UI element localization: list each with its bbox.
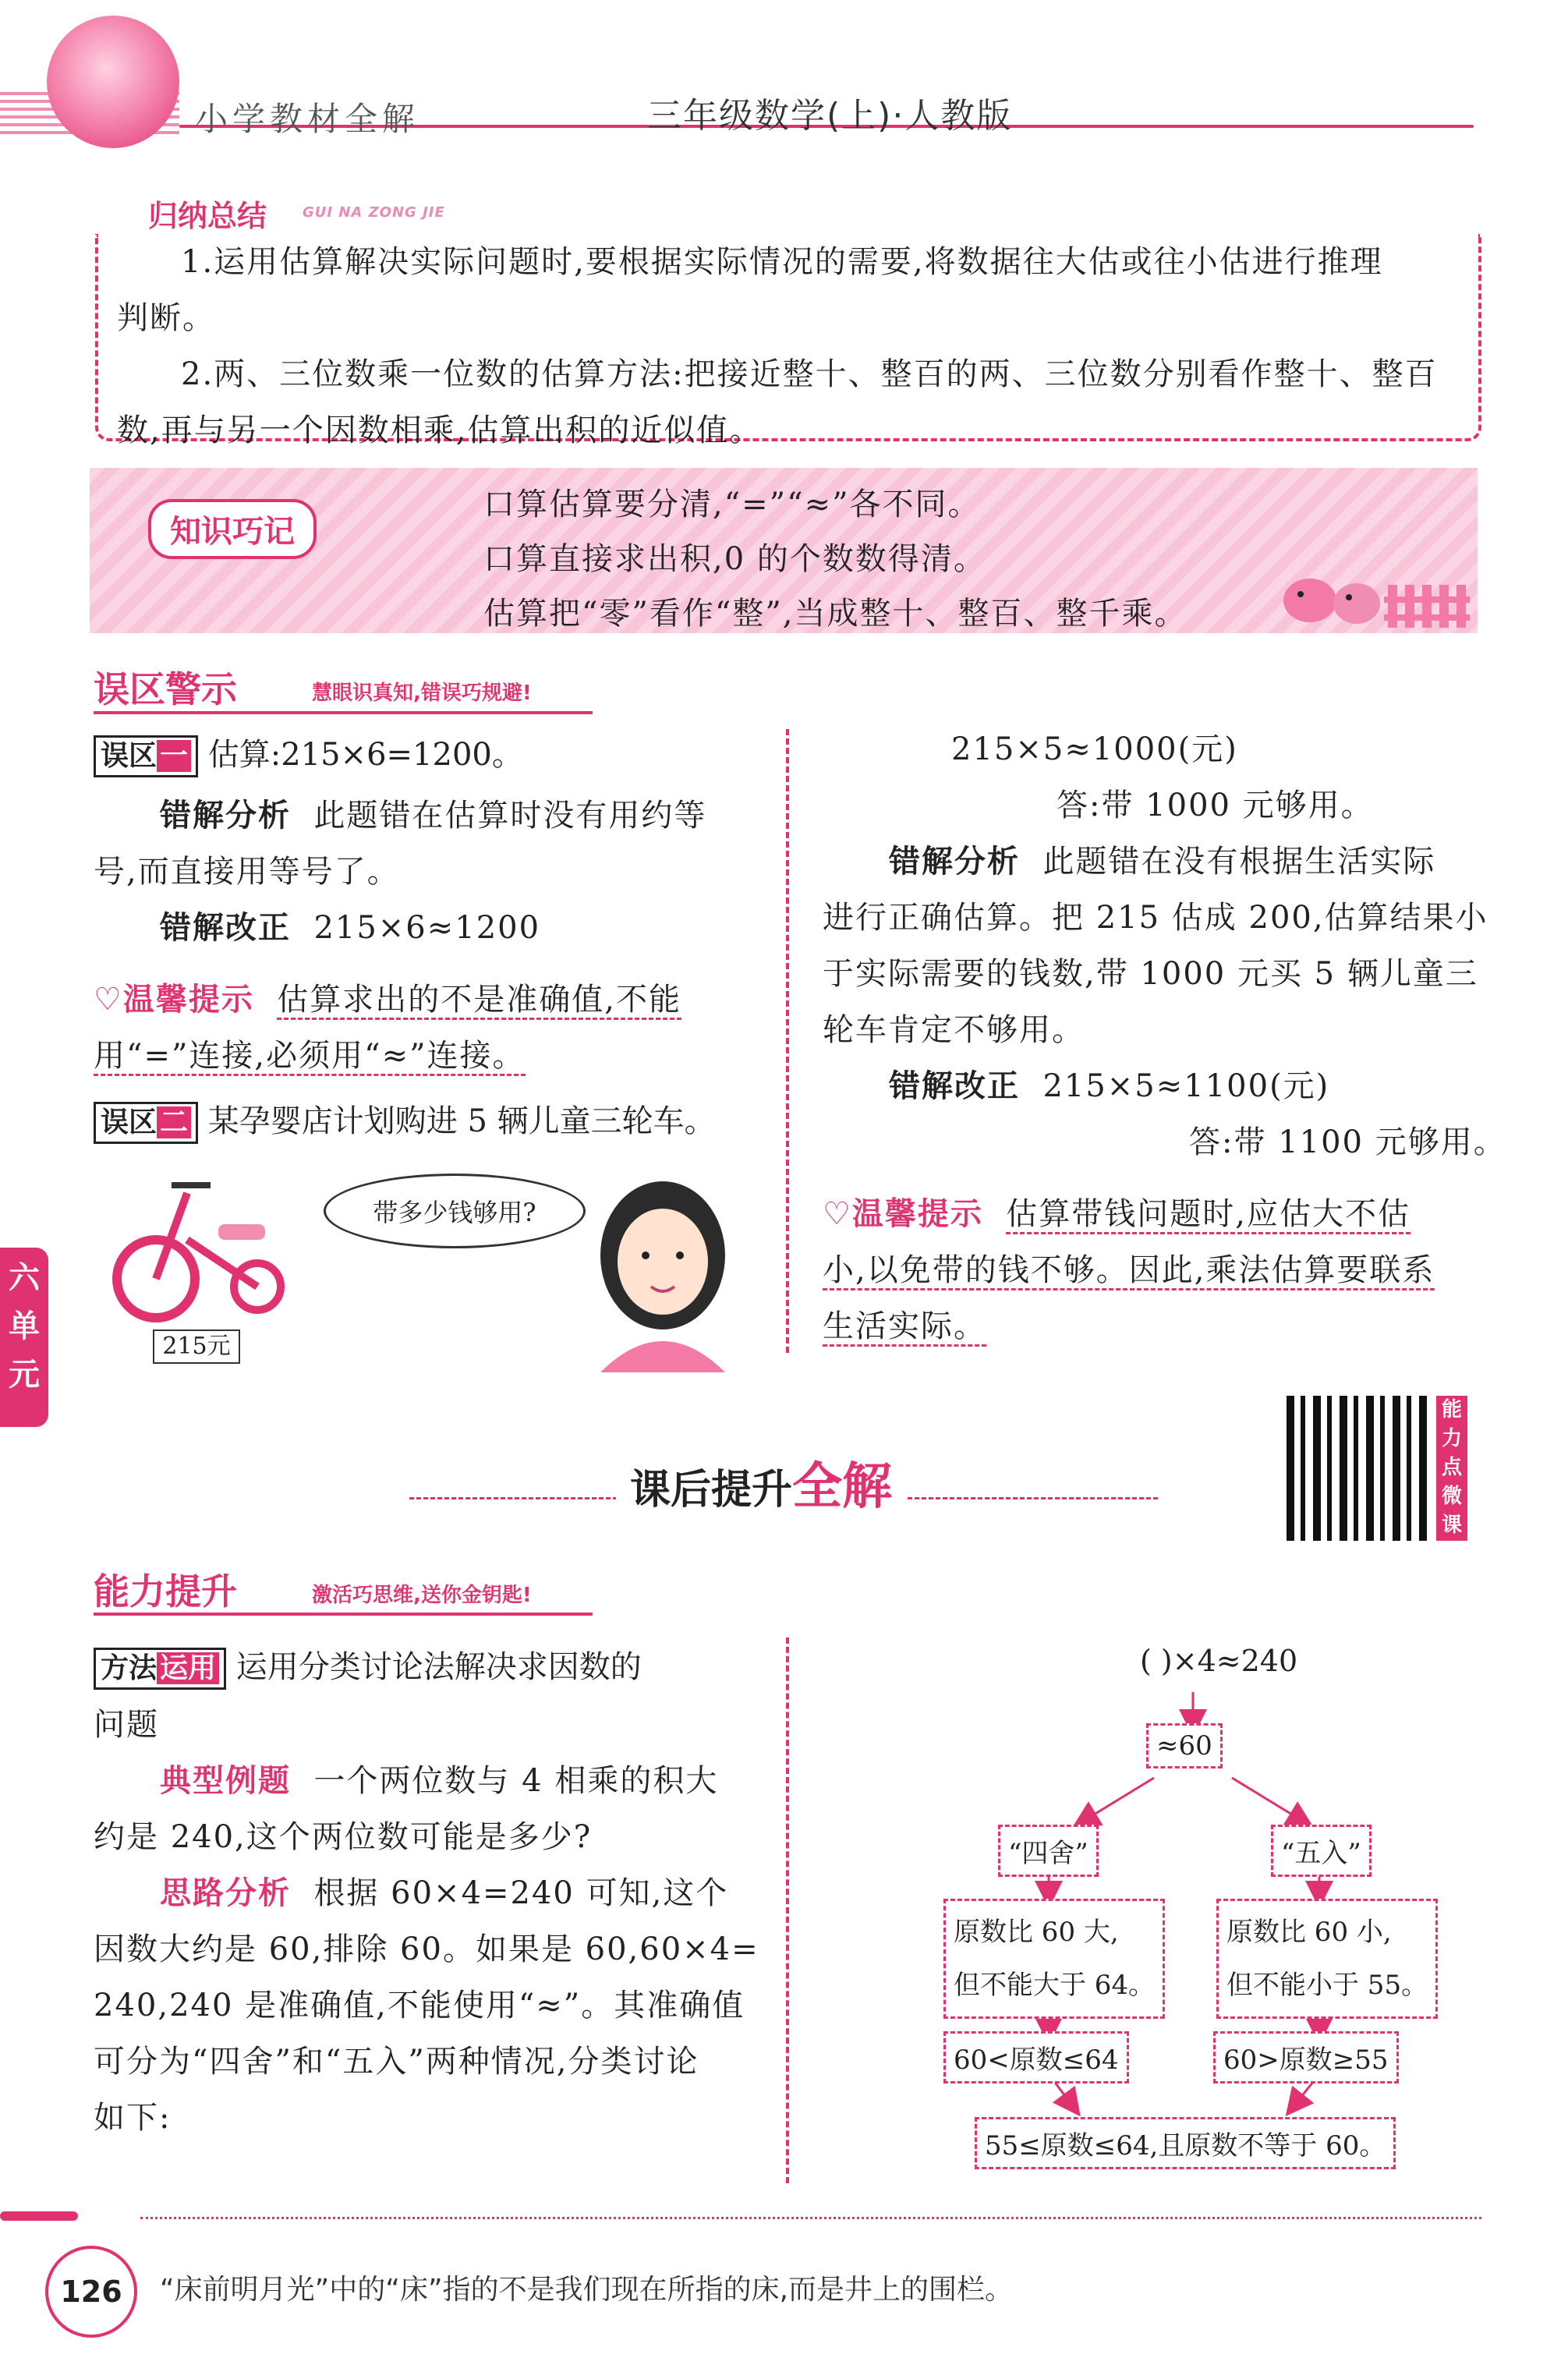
footer-rule <box>140 2217 1481 2219</box>
book-title: 三年级数学(上)·人教版 <box>647 96 1013 136</box>
unit-side-tab: 六 单 元 <box>0 1248 48 1427</box>
mistakes-subtitle: 慧眼识真知,错误巧规避! <box>312 682 532 705</box>
mistake1-text: 估算:215×6=1200。 <box>207 737 523 773</box>
right-analysis-line1: 错解分析 此题错在没有根据生活实际 <box>889 844 1436 880</box>
lightbulb-icon: ♡ <box>94 982 123 1018</box>
mistake1-row <box>94 733 523 777</box>
summary-p2-line1: 2.两、三位数乘一位数的估算方法:把接近整十、整百的两、三位数分别看作整十、整百 <box>181 356 1438 392</box>
mistake1-analysis-line1: 错解分析 此题错在估算时没有用约等 <box>160 798 707 834</box>
analysis-line2: 因数大约是 60,排除 60。如果是 60,60×4= <box>94 1931 759 1967</box>
mistake1-tag: 误区 一 <box>94 735 198 777</box>
series-title: 小学教材全解 <box>195 100 420 138</box>
mistakes-divider <box>786 729 789 1353</box>
mistake1-analysis-line2: 号,而直接用等号了。 <box>94 854 400 890</box>
analysis-line5: 如下: <box>94 2100 172 2136</box>
flow-left-label: “四舍” <box>998 1825 1099 1877</box>
flow-result: 55≤原数≤64,且原数不等于 60。 <box>975 2117 1396 2169</box>
right-analysis-line4: 轮车肯定不够用。 <box>823 1012 1085 1048</box>
method-text-line2: 问题 <box>94 1707 159 1743</box>
tips-title: 知识巧记 <box>148 499 317 559</box>
ability-subtitle: 激活巧思维,送你金钥匙! <box>312 1584 532 1607</box>
speech-bubble: 带多少钱够用? <box>324 1174 586 1248</box>
mistake1-fix: 错解改正 215×6≈1200 <box>160 910 541 946</box>
analysis-line4: 可分为“四舍”和“五入”两种情况,分类讨论 <box>94 2044 699 2080</box>
mistake1-hint-line1: ♡温馨提示 估算求出的不是准确值,不能 <box>94 972 681 1028</box>
analysis-line3: 240,240 是准确值,不能使用“≈”。其准确值 <box>94 1988 745 2023</box>
flow-right-label: “五入” <box>1271 1825 1372 1877</box>
qr-code[interactable] <box>1287 1396 1432 1541</box>
girl-icon <box>577 1177 749 1372</box>
flow-right-box: 原数比 60 小, 但不能小于 55。 <box>1216 1899 1438 2019</box>
page-number: 126 <box>45 2246 137 2338</box>
tips-line2: 口算直接求出积,0 的个数数得清。 <box>483 541 986 577</box>
tips-line3: 估算把“零”看作“整”,当成整十、整百、整千乘。 <box>483 596 1188 632</box>
after-class-title: 课后提升全解 <box>616 1446 906 1518</box>
right-answer: 答:带 1000 元够用。 <box>1057 788 1374 823</box>
right-fix-answer: 答:带 1100 元够用。 <box>1189 1124 1506 1160</box>
flow-top: ( )×4≈240 <box>1140 1644 1298 1678</box>
mistakes-title: 误区警示 <box>94 668 237 710</box>
example-line1: 典型例题 一个两位数与 4 相乘的积大 <box>160 1763 719 1799</box>
qr-label: 能 力 点 微 课 <box>1436 1396 1467 1541</box>
summary-p2-line2: 数,再与另一个因数相乘,估算出积的近似值。 <box>117 412 763 448</box>
summary-subtitle: GUI NA ZONG JIE <box>303 204 445 221</box>
right-hint-line1: ♡温馨提示 估算带钱问题时,应估大不估 <box>823 1186 1410 1242</box>
tricycle-icon <box>101 1170 288 1326</box>
mistakes-underline <box>94 711 593 714</box>
birds-fence-icon <box>1263 546 1474 632</box>
flow-left-range: 60<原数≤64 <box>943 2031 1129 2084</box>
method-tag: 方法 运用 <box>94 1648 226 1690</box>
mistake1-hint-line2: 用“=”连接,必须用“≈”连接。 <box>94 1028 526 1084</box>
ability-title: 能力提升 <box>94 1570 237 1613</box>
summary-p1-line2: 判断。 <box>117 300 215 336</box>
method-text: 运用分类讨论法解决求因数的 <box>235 1649 642 1685</box>
flow-approx: ≈60 <box>1146 1723 1223 1768</box>
right-analysis-line2: 进行正确估算。把 215 估成 200,估算结果小 <box>823 900 1488 936</box>
right-calc: 215×5≈1000(元) <box>951 731 1238 767</box>
ability-divider <box>786 1637 789 2183</box>
summary-title: 归纳总结 <box>148 199 267 233</box>
footer-bar <box>0 2211 78 2221</box>
right-analysis-line3: 于实际需要的钱数,带 1000 元买 5 辆儿童三 <box>823 956 1478 992</box>
example-line2: 约是 240,这个两位数可能是多少? <box>94 1819 593 1855</box>
analysis-line1: 思路分析 根据 60×4=240 可知,这个 <box>160 1875 729 1911</box>
flow-right-range: 60>原数≥55 <box>1213 2031 1399 2084</box>
price-tag: 215元 <box>153 1329 240 1364</box>
book-logo-icon <box>47 16 179 148</box>
footer-note: “床前明月光”中的“床”指的不是我们现在所指的床,而是井上的围栏。 <box>160 2274 1014 2306</box>
mistake2-tag: 误区 二 <box>94 1102 198 1144</box>
summary-p1-line1: 1.运用估算解决实际问题时,要根据实际情况的需要,将数据往大估或往小估进行推理 <box>181 244 1383 280</box>
mistake2-row <box>94 1099 716 1144</box>
method-row <box>94 1645 642 1690</box>
lightbulb-icon: ♡ <box>823 1196 852 1232</box>
ability-underline <box>94 1613 593 1616</box>
tips-line1: 口算估算要分清,“=”“≈”各不同。 <box>483 487 981 522</box>
right-fix: 错解改正 215×5≈1100(元) <box>889 1068 1330 1104</box>
flow-left-box: 原数比 60 大, 但不能大于 64。 <box>943 1899 1165 2019</box>
right-hint-line2: 小,以免带的钱不够。因此,乘法估算要联系 <box>823 1242 1435 1298</box>
mistake2-text: 某孕婴店计划购进 5 辆儿童三轮车。 <box>207 1103 716 1139</box>
right-hint-line3: 生活实际。 <box>823 1298 986 1354</box>
